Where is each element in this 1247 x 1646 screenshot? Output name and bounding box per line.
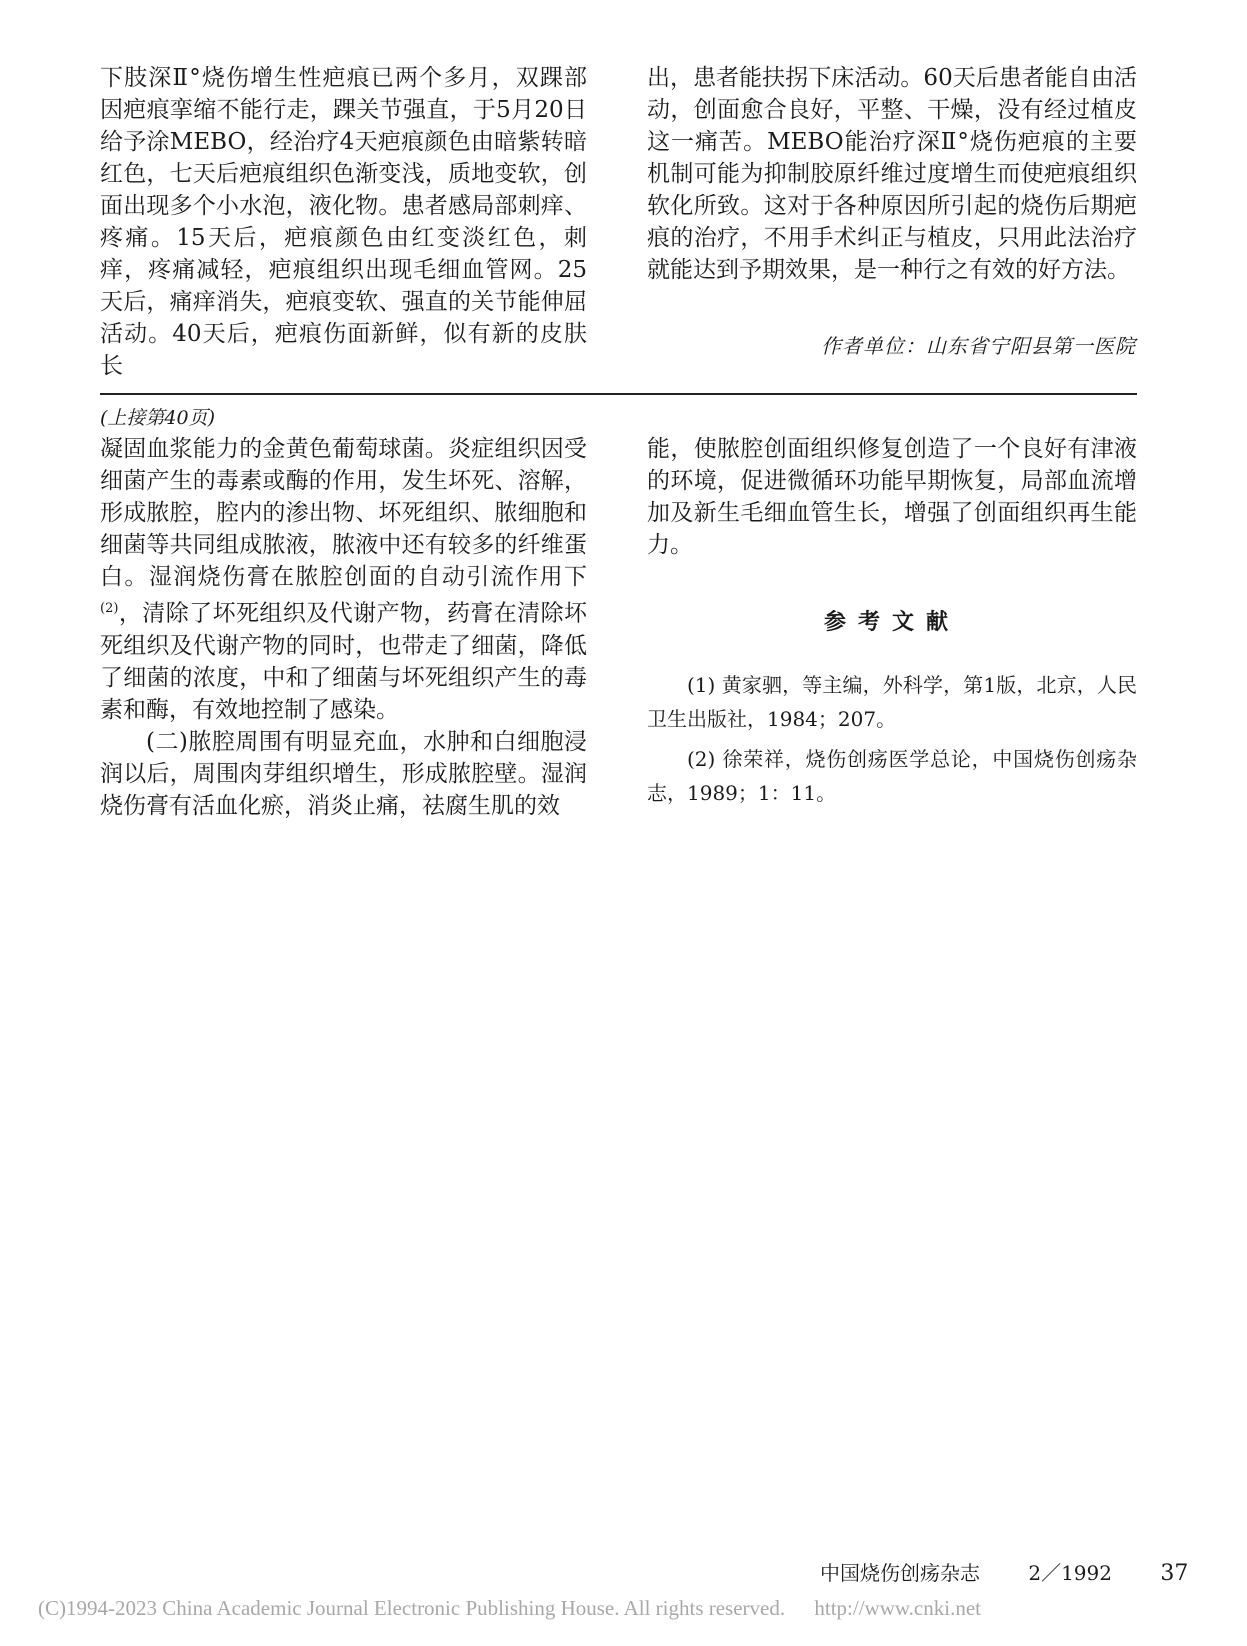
issue-number: 2／1992 [1028, 1561, 1112, 1585]
page-footer [820, 1557, 1188, 1586]
bottom-left-column [100, 433, 587, 822]
bottom-right-column [647, 433, 1137, 561]
top-left-column [100, 62, 587, 382]
author-affiliation: 作者单位：山东省宁阳县第一医院 [821, 334, 1136, 358]
paragraph-text: ，清除了坏死组织及代谢产物，药膏在清除坏死组织及代谢产物的同时，也带走了细菌，降低了细菌的浓度，中和了细菌与坏死组织产生的毒素和酶，有效地控制了感染。 [100, 600, 587, 723]
paragraph-text: 凝固血浆能力的金黄色葡萄球菌。炎症组织因受细菌产生的毒素或酶的作用，发生坏死、溶解，形成脓腔，腔内的渗出物、坏死组织、脓细胞和细菌等共同组成脓液，脓液中还有较多的纤维蛋白。湿润烧伤膏在脓腔创面的自动引流作用下 [100, 436, 587, 590]
citation-marker: (2) [100, 601, 119, 616]
page-number: 37 [1160, 1561, 1189, 1586]
references-heading: 参考文献 [823, 610, 960, 635]
copyright-text: (C)1994-2023 China Academic Journal Electronic Publishing House. All rights reserved. [38, 1596, 786, 1620]
reference-item: (1) 黄家驷，等主编，外科学，第1版，北京，人民卫生出版社，1984；207。 [647, 673, 1137, 731]
reference-item: (2) 徐荣祥，烧伤创疡医学总论，中国烧伤创疡杂志，1989；1：11。 [647, 747, 1137, 805]
body-paragraph: (二)脓腔周围有明显充血，水肿和白细胞浸润以后，周围肉芽组织增生，形成脓腔壁。湿润烧伤膏有活血化瘀，消炎止痛，祛腐生肌的效 [100, 728, 587, 819]
copyright-watermark [38, 1596, 981, 1621]
body-paragraph: 下肢深Ⅱ°烧伤增生性疤痕已两个多月，双踝部因疤痕挛缩不能行走，踝关节强直，于5月20日给予涂MEBO，经治疗4天疤痕颜色由暗紫转暗红色，七天后疤痕组织色渐变浅，质地变软，创面出现多个小水泡，液化物。患者感局部刺痒、疼痛。15天后，疤痕颜色由红变淡红色，刺痒，疼痛减轻，疤痕组织出现毛细血管网。25天后，痛痒消失，疤痕变软、强直的关节能伸屈活动。40天后，疤痕伤面新鲜，似有新的皮肤长 [100, 65, 587, 379]
continued-from-note: (上接第40页) [100, 407, 216, 429]
body-paragraph: 能，使脓腔创面组织修复创造了一个良好有津液的环境，促进微循环功能早期恢复，局部血流增加及新生毛细血管生长，增强了创面组织再生能力。 [647, 436, 1137, 558]
body-paragraph: 出，患者能扶拐下床活动。60天后患者能自由活动，创面愈合良好，平整、干燥，没有经过植皮这一痛苦。MEBO能治疗深Ⅱ°烧伤疤痕的主要机制可能为抑制胶原纤维过度增生而使疤痕组织软化所致。这对于各种原因所引起的烧伤后期疤痕的治疗，不用手术纠正与植皮，只用此法治疗就能达到予期效果，是一种行之有效的好方法。 [647, 65, 1137, 283]
references-list [647, 668, 1137, 816]
body-paragraph [100, 433, 587, 726]
copyright-url: http://www.cnki.net [814, 1596, 981, 1620]
section-divider [100, 393, 1137, 395]
journal-name: 中国烧伤创疡杂志 [820, 1561, 980, 1585]
top-right-column [647, 62, 1137, 286]
